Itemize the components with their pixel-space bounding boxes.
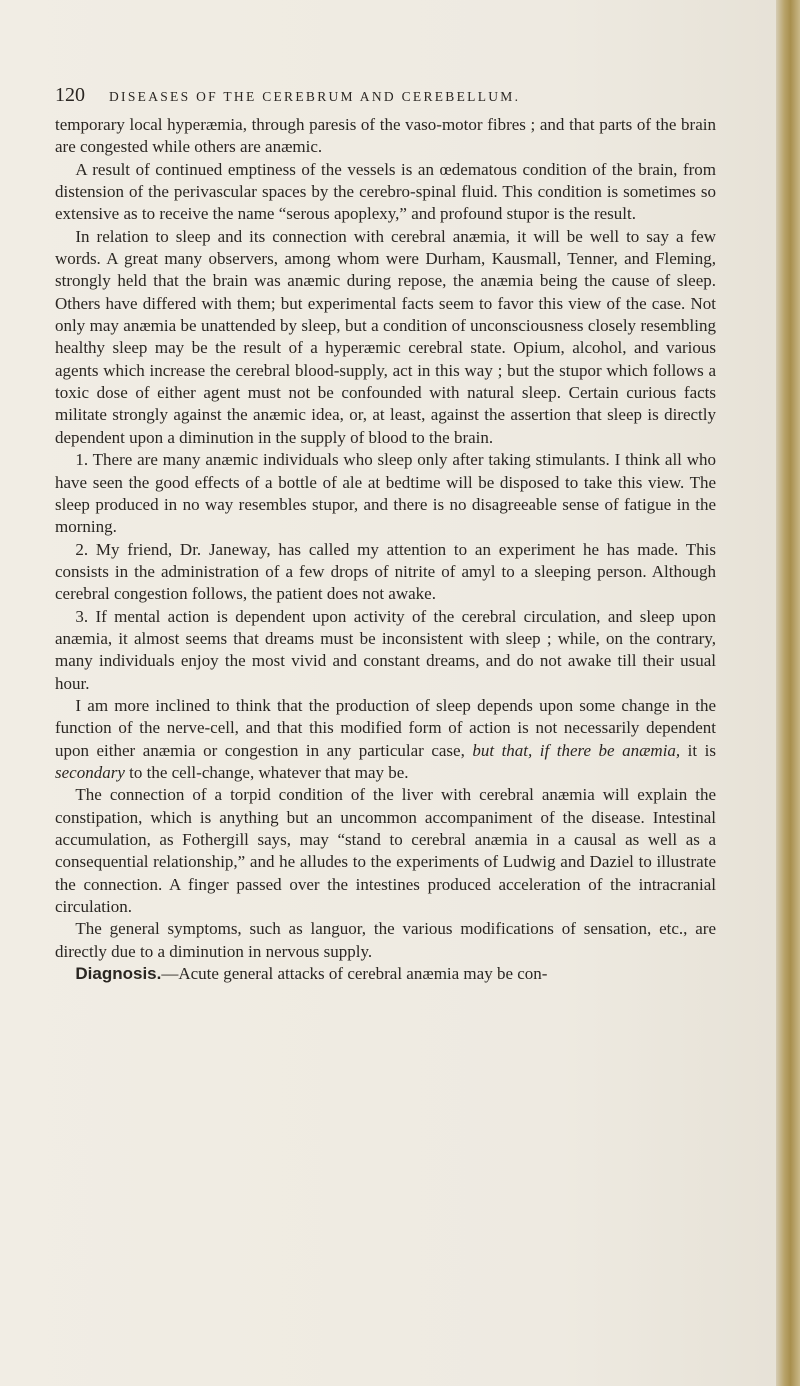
paragraph: 1. There are many anæmic individuals who sleep only after taking stimulants. I think all who have seen the good effects of a bottle of ale at bedtime will be disposed to take this view. The sleep produced in no way resembles stupor, and there is no disagreeable sense of fatigue in the morning. bbox=[55, 450, 716, 537]
paragraph bbox=[55, 695, 716, 784]
italic-word: secondary bbox=[55, 762, 125, 782]
page-header bbox=[55, 84, 705, 108]
page-edge bbox=[776, 0, 800, 1386]
diagnosis-text: —Acute general attacks of cerebral anæmia may be con- bbox=[161, 964, 548, 984]
page-number: 120 bbox=[55, 84, 85, 106]
italic-phrase: but that, if there be anæmia, bbox=[472, 740, 681, 760]
paragraph: The connection of a torpid condition of the liver with cerebral anæmia will explain the constipation, which is anything but an uncommon accompaniment of the disease. Intestinal accumulation, as Fothergill says, may “stand to cerebral anæmia in a causal as well as a consequential relationship,” and he alludes to the experiments of Ludwig and Daziel to illustrate the connection. A finger passed over the intestines produced acceleration of the intracranial circulation. bbox=[55, 785, 716, 917]
diagnosis-heading: Diagnosis. bbox=[75, 964, 162, 984]
paragraph: 2. My friend, Dr. Janeway, has called my attention to an experiment he has made. This consists in the administration of a few drops of nitrite of amyl to a sleeping person. Although cerebral congestion follows, the patient does not awake. bbox=[55, 539, 716, 604]
paragraph: In relation to sleep and its connection with cerebral anæmia, it will be well to say a few words. A great many observers, among whom were Durham, Kausmall, Tenner, and Fleming, strongly held that the brain was anæmic during repose, the anæmia being the cause of sleep. Others have differed with them; but experimental facts seem to favor this view of the case. Not only may anæmia be unattended by sleep, but a condition of unconsciousness closely resembling healthy sleep may be the result of a hyperæmic cerebral state. Opium, alcohol, and various agents which increase the cerebral blood-supply, act in this way ; but the stupor which follows a toxic dose of either agent must not be confounded with natural sleep. Certain curious facts militate strongly against the anæmic idea, or, at least, against the assertion that sleep is directly dependent upon a diminution in the supply of blood to the brain. bbox=[55, 226, 716, 447]
paragraph: A result of continued emptiness of the vessels is an œdematous condition of the brain, from distension of the perivascular spaces by the cerebro-spinal fluid. This condition is sometimes so extensive as to receive the name “serous apoplexy,” and profound stupor is the result. bbox=[55, 159, 716, 224]
paragraph-text: it is bbox=[680, 740, 716, 760]
paragraph: 3. If mental action is dependent upon activity of the cerebral circulation, and sleep upon anæmia, it almost seems that dreams must be inconsistent with sleep ; while, on the contrary, many individuals enjoy the most vivid and constant dreams, and do not awake till their usual hour. bbox=[55, 606, 716, 693]
body-text bbox=[55, 114, 716, 985]
running-title: DISEASES OF THE CEREBRUM AND CEREBELLUM. bbox=[109, 89, 521, 104]
paragraph: temporary local hyperæmia, through paresis of the vaso-motor fibres ; and that parts of the brain are congested while others are anæmic. bbox=[55, 115, 716, 157]
paragraph-text: I am more inclined to think that the production of sleep depends upon some change in the function of the nerve-cell, and that this modified form of action is not necessarily dependent upon either anæmia or congestion in any particular case, bbox=[55, 695, 716, 760]
diagnosis-paragraph bbox=[55, 963, 716, 985]
paragraph-text: to the cell-change, whatever that may be. bbox=[124, 762, 409, 782]
paragraph: The general symptoms, such as languor, the various modifications of sensation, etc., are directly due to a diminution in nervous supply. bbox=[55, 919, 716, 961]
